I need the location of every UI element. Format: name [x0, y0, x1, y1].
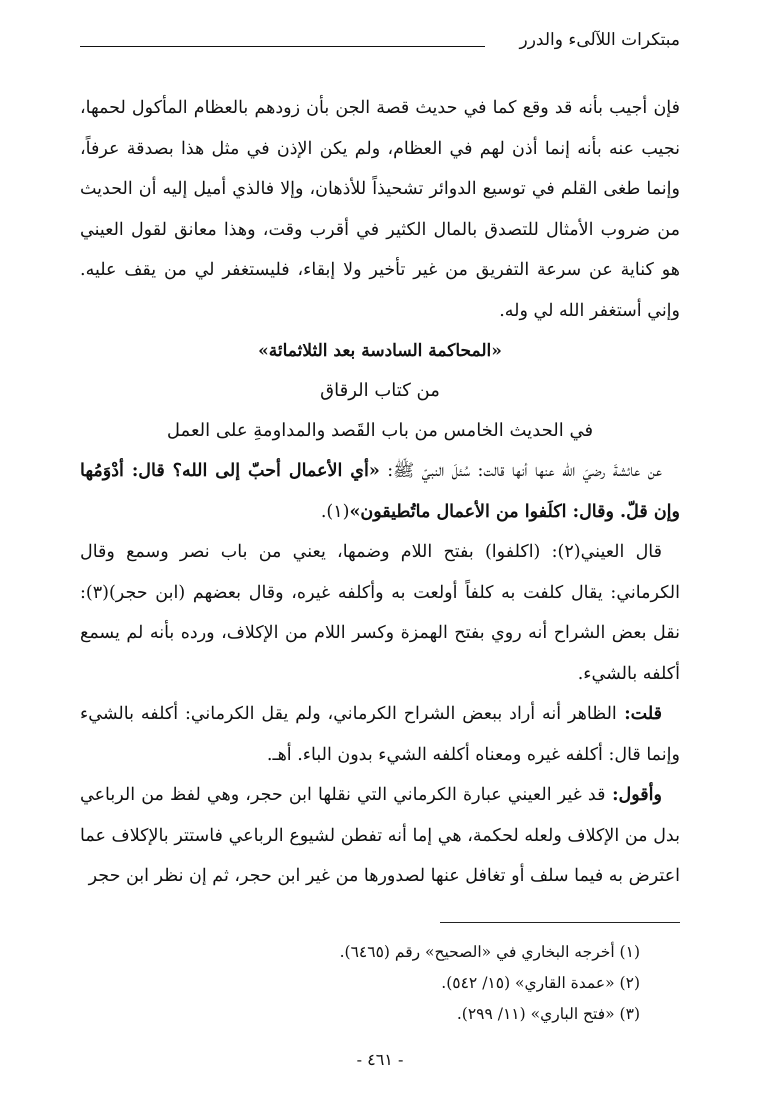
aqulu-text: قد غير العيني عبارة الكرماني التي نقلها ابن حجر، وهي لفظ من الرباعي بدل من الإكلاف ولعله لحكمة، هي إما أنه تفطن لشيوع الرباعي فاستتر بالإكلاف عما اعترض به فيما سلف أو تغافل عنها لصدورها من غير ابن حجر، ثم إن نظر ابن حجر	[80, 785, 680, 886]
hadith-ref: (١).	[320, 501, 350, 522]
footnote-3: (٣) «فتح الباري» (١١/ ٢٩٩).	[456, 1005, 640, 1023]
book-subtitle: من كتاب الرقاق	[320, 380, 440, 401]
qultu-text: الظاهر أنه أراد ببعض الشراح الكرماني، ولم يقل الكرماني: أكلفه بالشيء وإنما قال: أكلفه غيره ومعناه أكلفه الشيء بدون الباء. أهـ.	[80, 704, 680, 765]
footnote-2: (٢) «عمدة القاري» (١٥/ ٥٤٢).	[441, 974, 640, 992]
main-text	[80, 88, 680, 897]
header-title: مبتكرات اللآلىء والدرر	[519, 30, 680, 50]
paragraph-qultu	[80, 694, 680, 775]
qultu-label: قلت:	[616, 704, 662, 724]
header-rule	[80, 46, 485, 47]
running-header	[80, 30, 680, 58]
hadith-intro: عن عائشةَ رضيَ الله عنها أنها قالت: سُئلَ النبيّ ﷺ:	[379, 461, 662, 481]
paragraph-intro: فإن أجيب بأنه قد وقع كما في حديث قصة الجن بأن زودهم بالعظام المأكول لحمها، نجيب عنه بأنه إنما أذن لهم في العظام، ولم يكن الإذن في مثل هذا بصدقة عرفاً، وإنما طغى القلم في توسيع الدوائر تشحيذاً للأذهان، وإلا فالذي أميل إليه أن الحديث من ضروب الأمثال للتصدق بالمال الكثير في أقرب وقت، وهذا معانق لقول العيني هو كناية عن سرعة التفريق من غير تأخير ولا إبقاء، فليستغفر لي من يقف عليه. وإني أستغفر الله لي وله.	[80, 98, 680, 321]
paragraph-aqulu	[80, 775, 680, 897]
hadith-text: «أي الأعمال أحبّ إلى الله؟ قال: أدْوَمُها وإن قلّ. وقال: اكلَفوا من الأعمال ماتُطيقون»	[80, 461, 680, 522]
hadith-subtitle: في الحديث الخامس من باب القَصد والمداومةِ على العمل	[166, 420, 594, 441]
page-number: - ٤٦١ -	[356, 1050, 404, 1069]
section-title: «المحاكمة السادسة بعد الثلاثمائة»	[258, 341, 502, 361]
footnote-1: (١) أخرجه البخاري في «الصحيح» رقم (٦٤٦٥).	[339, 943, 640, 961]
footnotes	[80, 937, 640, 1030]
paragraph-aini: قال العيني(٢): (اكلفوا) بفتح اللام وضمها، يعني من باب نصر وسمع وقال الكرماني: يقال كلفت به كلفاً أولعت به وأكلفه غيره، وقال بعضهم (ابن حجر)(٣): نقل بعض الشراح أنه روي بفتح الهمزة وكسر اللام من الإكلاف، ورده بأنه لم يسمع أكلفه بالشيء.	[80, 542, 680, 684]
paragraph-hadith	[80, 451, 680, 532]
footnote-rule	[440, 922, 680, 923]
aqulu-label: وأقول:	[605, 785, 662, 805]
